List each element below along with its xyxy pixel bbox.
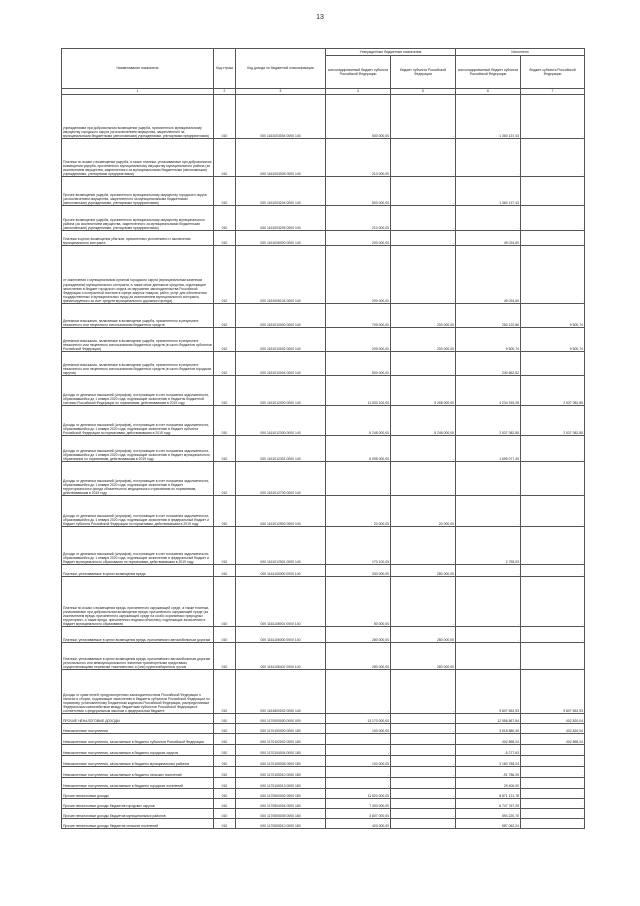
row-name: Невыясненные поступления, зачисляемые в бюджеты городских округов [62,745,214,756]
row-bk-code: 000 1161100000 0000 140 [236,565,326,577]
table-row [62,376,585,406]
row-executed-subject: - [521,745,585,756]
row-approved-consolidated: - [326,767,391,778]
row-approved-consolidated: 7 300 000,00 [326,799,391,809]
row-code: 010 [214,139,236,177]
row-executed-consolidated: - [456,462,521,496]
row-name: Доходы от денежных взысканий (штрафов), поступающие в счет погашения задолженности, образовавшейся до 1 января 2020 года, подлежащие зачислению в бюджет муниципального образования по нормативам, действовавшим в 2019 году [62,436,214,462]
row-executed-subject: - [521,565,585,577]
row-executed-consolidated: 9 500,74 [456,328,521,352]
row-name: Невыясненные поступления [62,724,214,734]
row-bk-code: 000 1170100000 0000 180 [236,724,326,734]
row-approved-consolidated: 11 533 100,00 [326,376,391,406]
row-name: Платежи по искам о возмещении ущерба, а также платежи, уплачиваемые при добровольном возмещении ущерба, причиненного муниципальному имуществу муниципального района (за исключением имущества, закрепленного за муниципальными бюджетными (автономными) учреждениями, унитарными предприятиями) [62,139,214,177]
row-name: Доходы от денежных взысканий (штрафов), поступающие в счет погашения задолженности, образовавшейся до 1 января 2020 года, подлежащие зачислению в бюджеты бюджетной системы Российской Федерации по нормативам, действовавшим в 2019 году [62,376,214,406]
row-executed-consolidated: 587 062,24 [456,819,521,829]
row-executed-subject: - [521,819,585,829]
row-approved-subject: 200 000,00 [391,328,456,352]
row-approved-consolidated: - [326,745,391,756]
row-approved-consolidated: 280 000,00 [326,643,391,670]
revenue-report-table [61,48,585,829]
table-row [62,462,585,496]
row-approved-consolidated: 210 000,00 [326,206,391,231]
row-executed-subject: - [521,352,585,376]
row-code: 010 [214,246,236,304]
row-executed-subject: 2 537 082,85 [521,376,585,406]
row-executed-consolidated: 250 122,86 [456,304,521,328]
row-executed-subject: - [521,95,585,139]
row-executed-consolidated: 2 537 082,85 [456,406,521,436]
row-name: Платежи в целях возмещения убытков, причиненных уклонением от заключения муниципального контракта [62,231,214,246]
row-bk-code: 000 1170505010 0000 180 [236,819,326,829]
row-approved-subject: 280 000,00 [391,565,456,577]
row-approved-subject: 280 000,00 [391,627,456,643]
row-executed-consolidated: 29 400,00 [456,778,521,789]
row-executed-subject: 2 537 082,85 [521,406,585,436]
row-approved-consolidated: - [326,462,391,496]
row-executed-subject: - [521,809,585,819]
row-executed-subject: 402 820,04 [521,724,585,734]
row-executed-consolidated: 49 024,60 [456,231,521,246]
row-name: Прочие неналоговые доходы [62,789,214,799]
row-bk-code: 000 1170505005 0000 180 [236,809,326,819]
row-approved-subject: - [391,177,456,206]
row-executed-consolidated: 1 360 137,43 [456,177,521,206]
row-approved-subject: - [391,436,456,462]
table-row [62,627,585,643]
row-approved-subject: - [391,778,456,789]
table-row [62,352,585,376]
row-approved-consolidated: 11 520 000,00 [326,789,391,799]
row-name: Доходы от денежных взысканий (штрафов), поступающие в счет погашения задолженности, образовавшейся до 1 января 2020 года, подлежащие зачислению в бюджет территориального фонда обязательного медицинского страхования по нормативам, действовавшим в 2019 году [62,462,214,496]
row-executed-subject: 402 868,24 [521,734,585,745]
row-code: 010 [214,756,236,767]
row-code: 010 [214,352,236,376]
row-approved-consolidated: 500 000,00 [326,95,391,139]
header-executed-group: Исполнено [456,49,585,56]
row-approved-subject: - [391,206,456,231]
table-row [62,724,585,734]
row-approved-consolidated: 210 000,00 [326,139,391,177]
row-approved-subject: - [391,724,456,734]
row-executed-subject: 9 500,74 [521,304,585,328]
table-row [62,177,585,206]
table-row [62,496,585,527]
row-name: Платежи, уплачиваемые в целях возмещения вреда, причиняемого автомобильным дорогам [62,627,214,643]
row-executed-subject: - [521,577,585,627]
row-approved-subject: - [391,231,456,246]
column-index: 4 [326,89,391,95]
row-approved-consolidated: 330 000,00 [326,565,391,577]
table-row [62,406,585,436]
row-executed-subject: - [521,767,585,778]
row-executed-consolidated: 402 868,24 [456,734,521,745]
table-row [62,246,585,304]
table-row [62,799,585,809]
row-code: 010 [214,496,236,527]
row-name: Доходы от сумм пеней, предусмотренных законодательством Российской Федерации о налогах и сборах, подлежащие зачислению в бюджеты субъектов Российской Федерации по нормативу, установленному Бюджетным кодексом Российской Федерации, распределяемые Федеральным казначейством между бюджетами субъектов Российской Федерации в соответствии с федеральным законом о федеральном бюджете [62,670,214,714]
row-executed-subject: 9 500,74 [521,328,585,352]
row-executed-subject: - [521,206,585,231]
row-approved-subject: - [391,462,456,496]
report-body [62,95,585,829]
row-code: 010 [214,376,236,406]
row-code: 010 [214,231,236,246]
row-code: 010 [214,95,236,139]
row-code: 010 [214,177,236,206]
table-row [62,789,585,799]
row-code: 010 [214,304,236,328]
row-bk-code: 000 1161012000 0000 140 [236,376,326,406]
row-executed-consolidated: - [456,139,521,177]
row-code: 010 [214,627,236,643]
row-code: 010 [214,789,236,799]
table-row [62,809,585,819]
row-approved-subject: - [391,670,456,714]
row-approved-consolidated: 500 000,00 [326,177,391,206]
table-row [62,206,585,231]
row-executed-consolidated: 9 807 652,93 [456,670,521,714]
row-name: Невыясненные поступления, зачисляемые в бюджеты муниципальных районов [62,756,214,767]
table-row [62,819,585,829]
row-bk-code: 000 1161012700 0000 140 [236,462,326,496]
row-approved-consolidated: 100 000,00 [326,756,391,767]
table-row [62,139,585,177]
row-executed-consolidated: 49 024,60 [456,246,521,304]
row-bk-code: 000 1170102002 0000 180 [236,734,326,745]
row-approved-subject: - [391,139,456,177]
row-approved-subject: - [391,95,456,139]
row-bk-code: 000 1161012901 0000 140 [236,527,326,565]
row-bk-code: 000 1161003005 0000 140 [236,139,326,177]
table-row [62,714,585,724]
row-bk-code: 000 1161003004 0000 140 [236,95,326,139]
row-bk-code: 000 1161106402 0000 140 [236,643,326,670]
row-code: 010 [214,527,236,565]
row-approved-consolidated: 100 000,00 [326,724,391,734]
row-executed-subject: - [521,627,585,643]
row-approved-consolidated: - [326,734,391,745]
row-approved-subject: 200 000,00 [391,304,456,328]
column-index: 7 [521,89,585,95]
row-approved-consolidated: 200 000,00 [326,231,391,246]
row-executed-consolidated: 594 220,70 [456,809,521,819]
row-name: Невыясненные поступления, зачисляемые в бюджеты сельских поселений [62,767,214,778]
row-name: Прочее возмещение ущерба, причиненного муниципальному имуществу муниципального района (за исключением имущества, закрепленного за муниципальными бюджетными (автономными) учреждениями, унитарными предприятиями) [62,206,214,231]
row-name: Платежи, уплачиваемые в целях возмещения вреда [62,565,214,577]
row-executed-consolidated: - [456,643,521,670]
row-name: Прочие неналоговые доходы бюджетов муниципальных районов [62,809,214,819]
row-executed-consolidated: 12 556 867,84 [456,714,521,724]
row-executed-subject: - [521,756,585,767]
row-executed-consolidated: - [456,206,521,231]
row-executed-consolidated: - [456,627,521,643]
row-code: 010 [214,406,236,436]
row-code: 010 [214,819,236,829]
row-approved-subject: 5 248 000,00 [391,406,456,436]
table-row [62,745,585,756]
row-executed-consolidated: - [456,565,521,577]
row-executed-subject: - [521,496,585,527]
row-approved-subject: - [391,819,456,829]
row-approved-consolidated: 3 807 000,00 [326,809,391,819]
row-name: ПРОЧИЕ НЕНАЛОГОВЫЕ ДОХОДЫ [62,714,214,724]
row-bk-code: 000 1170105010 0000 180 [236,767,326,778]
column-index: 2 [214,89,236,95]
row-approved-consolidated: - [326,778,391,789]
header-name: Наименование показателя [62,49,214,89]
header-consolidated-approved: консолидированный бюджет субъекта Российской Федерации [326,56,391,89]
row-executed-consolidated: 1 360 137,43 [456,95,521,139]
row-executed-subject: - [521,139,585,177]
row-executed-consolidated: 8 871 121,78 [456,789,521,799]
row-executed-subject: - [521,462,585,496]
row-bk-code: 000 1170105005 0000 180 [236,756,326,767]
row-bk-code: 000 1161003204 0000 140 [236,177,326,206]
row-executed-subject: - [521,246,585,304]
row-code: 010 [214,714,236,724]
row-executed-consolidated: 1 695 077,40 [456,436,521,462]
row-bk-code: 000 1161106000 0000 140 [236,627,326,643]
row-executed-subject: - [521,643,585,670]
row-approved-consolidated: 280 000,00 [326,627,391,643]
page-number: 13 [316,14,324,21]
row-bk-code: 000 1161010000 0000 140 [236,304,326,328]
header-subject-approved: бюджет субъекта Российской Федерации [391,56,456,89]
row-executed-subject: - [521,778,585,789]
row-name: Прочее возмещение ущерба, причиненного муниципальному имуществу городского округа (за исключением имущества, закрепленного за муниципальными бюджетными (автономными) учреждениями, унитарными предприятиями) [62,177,214,206]
row-approved-subject: - [391,767,456,778]
row-executed-subject: - [521,231,585,246]
row-bk-code: 000 1170000000 0000 000 [236,714,326,724]
header-subject-executed: бюджет субъекта Российской Федерации [521,56,585,89]
row-approved-subject: - [391,714,456,724]
row-approved-consolidated: 420 000,00 [326,819,391,829]
row-executed-consolidated: -91 786,25 [456,767,521,778]
row-approved-consolidated: 500 000,00 [326,352,391,376]
row-bk-code: 000 1161012300 0000 140 [236,406,326,436]
row-bk-code: 000 1170500000 0000 180 [236,789,326,799]
row-approved-consolidated: 50 000,00 [326,577,391,627]
row-bk-code: 000 1170105013 0000 180 [236,778,326,789]
table-row [62,95,585,139]
row-approved-subject: - [391,527,456,565]
row-executed-consolidated: 6 747 767,25 [456,799,521,809]
row-approved-consolidated: 200 000,00 [326,246,391,304]
row-bk-code: 000 1161010002 0000 140 [236,328,326,352]
row-approved-subject: - [391,745,456,756]
row-approved-subject: - [391,799,456,809]
row-code: 010 [214,767,236,778]
row-name: Доходы от денежных взысканий (штрафов), поступающие в счет погашения задолженности, образовавшейся до 1 января 2020 года, подлежащие зачислению в федеральный бюджет и бюджет субъекта Российской Федерации по нормативам, действовавшим в 2019 году [62,496,214,527]
table-row [62,231,585,246]
header-bk-code: Код дохода по бюджетной классификации [236,49,326,89]
row-code: 010 [214,462,236,496]
row-code: 010 [214,734,236,745]
row-approved-subject: 280 000,00 [391,643,456,670]
row-code: 010 [214,643,236,670]
row-executed-consolidated: - [456,496,521,527]
row-approved-subject: - [391,756,456,767]
row-name: Платежи по искам о возмещении вреда, причиненного окружающей среде, а также платежи, уплачиваемые при добровольном возмещении вреда, причиненного окружающей среде (за исключением вреда, причиненного окружающей среде на особо охраняемых природных территориях, а также вреда, причиненного водным объектам), подлежащие зачислению в бюджет муниципального образования [62,577,214,627]
row-approved-consolidated: - [326,670,391,714]
header-consolidated-executed: консолидированный бюджет субъекта Российской Федерации [456,56,521,89]
row-code: 010 [214,436,236,462]
row-approved-consolidated: 13 170 000,00 [326,714,391,724]
row-executed-subject: - [521,177,585,206]
table-row [62,527,585,565]
column-index: 6 [456,89,521,95]
table-row [62,577,585,627]
row-name: Платежи, уплачиваемые в целях возмещения вреда, причиняемого автомобильным дорогам регионального или межмуниципального значения транспортными средствами, осуществляющими перевозки тяжеловесных и (или) крупногабаритных грузов [62,643,214,670]
row-code: 010 [214,577,236,627]
row-executed-consolidated: 240 562,82 [456,352,521,376]
row-name: Прочие неналоговые доходы бюджетов городских округов [62,799,214,809]
row-executed-subject: - [521,436,585,462]
row-executed-consolidated: 3 518 880,40 [456,724,521,734]
row-name: Денежные взыскания, налагаемые в возмещение ущерба, причиненного в результате незаконного или нецелевого использования бюджетных средств [62,304,214,328]
row-executed-consolidated: -5 277,63 [456,745,521,756]
row-approved-subject: 20 000,00 [391,496,456,527]
row-executed-subject: - [521,527,585,565]
row-approved-subject: - [391,734,456,745]
table-row [62,565,585,577]
row-bk-code: 000 1161010004 0000 140 [236,352,326,376]
table-row [62,767,585,778]
row-approved-consolidated: 209 000,00 [326,328,391,352]
row-executed-consolidated: - [456,577,521,627]
row-approved-consolidated: 709 000,00 [326,304,391,328]
row-executed-consolidated: 2 755,03 [456,527,521,565]
row-bk-code: 000 1161012900 0000 140 [236,496,326,527]
row-executed-consolidated: 4 234 915,28 [456,376,521,406]
header-approved-group: Утвержденные бюджетные назначения [326,49,456,56]
row-name: Невыясненные поступления, зачисляемые в бюджеты субъектов Российской Федерации [62,734,214,745]
row-approved-subject: - [391,809,456,819]
table-row [62,643,585,670]
row-code: 010 [214,778,236,789]
row-bk-code: 000 1161006000 0000 140 [236,231,326,246]
row-approved-subject: - [391,789,456,799]
row-code: 010 [214,799,236,809]
row-executed-subject: - [521,789,585,799]
row-name: от заключения с муниципальным органом городского округа (муниципальным казенным учреждением) муниципального контракта, а также иные денежные средства, подлежащие зачислению в бюджет городского округа за нарушение законодательства Российской Федерации о контрактной системе в сфере закупок товаров, работ, услуг для обеспечения государственных и муниципальных нужд (за исключением муниципального контракта, финансируемого за счет средств муниципального дорожного фонда) [62,246,214,304]
row-approved-consolidated: 6 095 000,00 [326,436,391,462]
table-row [62,778,585,789]
table-row [62,670,585,714]
row-approved-consolidated: 170 100,00 [326,527,391,565]
row-approved-subject: - [391,246,456,304]
row-bk-code: 000 1161800002 0000 140 [236,670,326,714]
row-bk-code: 000 1161003205 0000 140 [236,206,326,231]
row-bk-code: 000 1161012301 0000 140 [236,436,326,462]
row-executed-subject: 402 820,04 [521,714,585,724]
row-bk-code: 000 1170504004 0000 180 [236,799,326,809]
row-name: Денежные взыскания, налагаемые в возмещение ущерба, причиненного в результате незаконного или нецелевого использования бюджетных средств (в части бюджетов городских округов) [62,352,214,376]
row-bk-code: 000 1161105001 0000 140 [236,577,326,627]
row-name: Денежные взыскания, налагаемые в возмещение ущерба, причиненного в результате незаконного или нецелевого использования бюджетных средств (в части бюджетов субъектов Российской Федерации) [62,328,214,352]
row-executed-subject: 9 807 652,93 [521,670,585,714]
row-name: Невыясненные поступления, зачисляемые в бюджеты городских поселений [62,778,214,789]
row-bk-code: 000 1161006104 0000 140 [236,246,326,304]
column-index: 3 [236,89,326,95]
table-row [62,328,585,352]
table-row [62,436,585,462]
row-approved-subject: 5 268 000,00 [391,376,456,406]
row-executed-consolidated: 3 160 785,24 [456,756,521,767]
column-index: 5 [391,89,456,95]
row-name: учреждениями при добровольном возмещении ущерба, причиненного муниципальному имуществу городского округа (за исключением имущества, закрепленного за муниципальными бюджетными (автономными) учреждениями, унитарными предприятиями) [62,95,214,139]
row-name: Прочие неналоговые доходы бюджетов сельских поселений [62,819,214,829]
row-code: 010 [214,328,236,352]
row-name: Доходы от денежных взысканий (штрафов), поступающие в счет погашения задолженности, образовавшейся до 1 января 2020 года, подлежащие зачислению в федеральный бюджет и бюджет муниципального образования по нормативам, действовавшим в 2019 году [62,527,214,565]
row-code: 010 [214,809,236,819]
row-code: 010 [214,206,236,231]
row-approved-subject: - [391,352,456,376]
row-code: 010 [214,724,236,734]
table-row [62,756,585,767]
row-code: 010 [214,745,236,756]
row-approved-consolidated: 5 248 000,00 [326,406,391,436]
column-index: 1 [62,89,214,95]
row-code: 010 [214,565,236,577]
header-code: Код строки [214,49,236,89]
row-executed-subject: - [521,799,585,809]
table-row [62,304,585,328]
row-approved-subject: - [391,577,456,627]
row-bk-code: 000 1170104004 0000 180 [236,745,326,756]
row-code: 010 [214,670,236,714]
row-approved-consolidated: 20 000,00 [326,496,391,527]
row-name: Доходы от денежных взысканий (штрафов), поступающие в счет погашения задолженности, образовавшейся до 1 января 2020 года, подлежащие зачислению в бюджет субъекта Российской Федерации по нормативам, действовавшим в 2019 году [62,406,214,436]
table-row [62,734,585,745]
